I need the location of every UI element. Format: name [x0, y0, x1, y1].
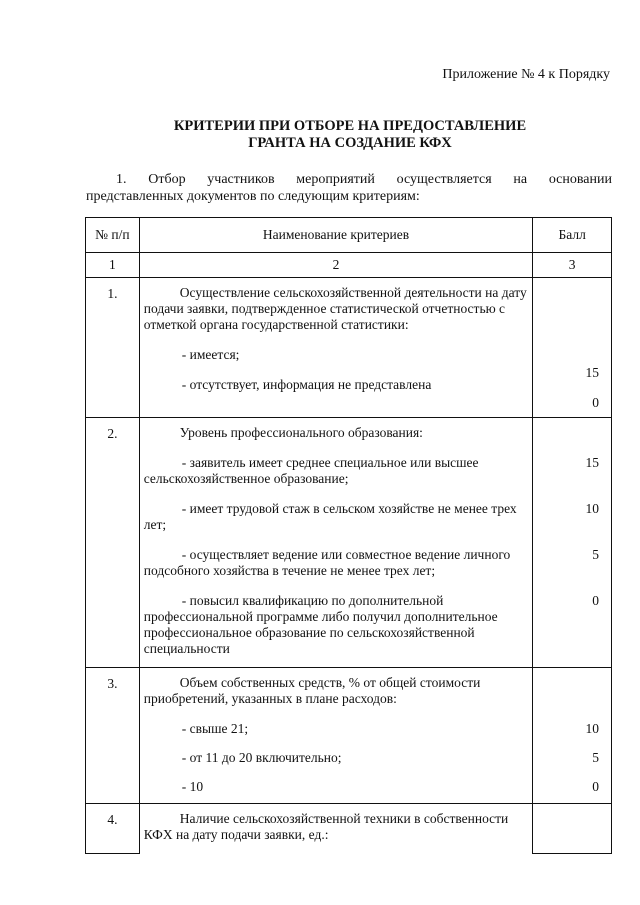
row-criteria	[139, 278, 533, 418]
header-number: № п/п	[86, 218, 140, 253]
row-number: 4.	[86, 804, 140, 854]
appendix-label: Приложение № 4 к Порядку	[442, 67, 610, 82]
intro-line-1: 1. Отбор участников мероприятий осуществляется на основании	[116, 172, 612, 187]
criteria-heading: Уровень профессионального образования:	[179, 425, 423, 440]
column-numbers-row	[86, 253, 612, 278]
table-header-row	[86, 218, 612, 253]
option-score: 15	[585, 365, 599, 380]
criteria-heading: Осуществление сельскохозяйственной деятельности на дату подачи заявки, подтвержденное статистической отчетностью с отметкой органа государственной статистики:	[143, 285, 527, 332]
column-number-1: 1	[86, 253, 140, 278]
criteria-option: - имеет трудовой стаж в сельском хозяйстве не менее трех лет;	[143, 501, 517, 532]
column-number-2: 2	[139, 253, 533, 278]
table-row	[86, 668, 612, 804]
row-scores	[533, 804, 612, 854]
row-number: 1.	[86, 278, 140, 418]
criteria-table	[85, 217, 612, 854]
criteria-option: - осуществляет ведение или совместное ведение личного подсобного хозяйства в течение не менее трех лет;	[143, 547, 511, 578]
row-criteria	[139, 804, 533, 854]
row-scores	[533, 418, 612, 668]
criteria-option: - свыше 21;	[181, 721, 249, 736]
intro-paragraph	[86, 171, 612, 205]
document-title	[0, 118, 640, 152]
option-score: 0	[592, 779, 599, 794]
criteria-option: - отсутствует, информация не представлена	[181, 377, 432, 392]
row-scores	[533, 668, 612, 804]
table-row	[86, 804, 612, 854]
criteria-heading: Объем собственных средств, % от общей стоимости приобретений, указанных в плане расходов:	[143, 675, 481, 706]
option-score: 0	[592, 395, 599, 410]
row-number: 2.	[86, 418, 140, 668]
row-number: 3.	[86, 668, 140, 804]
option-score: 15	[585, 455, 599, 470]
option-score: 10	[585, 721, 599, 736]
option-score: 5	[592, 750, 599, 765]
option-score: 10	[585, 501, 599, 516]
criteria-heading: Наличие сельскохозяйственной техники в собственности КФХ на дату подачи заявки, ед.:	[143, 811, 509, 842]
row-scores	[533, 278, 612, 418]
title-line-2: ГРАНТА НА СОЗДАНИЕ КФХ	[248, 135, 452, 151]
title-line-1: КРИТЕРИИ ПРИ ОТБОРЕ НА ПРЕДОСТАВЛЕНИЕ	[173, 118, 527, 134]
option-score: 5	[592, 547, 599, 562]
row-criteria	[139, 418, 533, 668]
header-score: Балл	[533, 218, 612, 253]
table-row	[86, 418, 612, 668]
intro-line-2: представленных документов по следующим критериям:	[86, 189, 420, 204]
table-row	[86, 278, 612, 418]
criteria-option: - заявитель имеет среднее специальное или высшее сельскохозяйственное образование;	[143, 455, 479, 486]
criteria-option: - имеется;	[181, 347, 240, 362]
criteria-option: - повысил квалификацию по дополнительной профессиональной программе либо получил дополнительное профессиональное образование по сельскохозяйственной специальности	[143, 593, 498, 656]
option-score: 0	[592, 593, 599, 608]
criteria-option: - от 11 до 20 включительно;	[181, 750, 342, 765]
criteria-option: - 10	[181, 779, 204, 794]
row-criteria	[139, 668, 533, 804]
column-number-3: 3	[533, 253, 612, 278]
header-criteria-name: Наименование критериев	[139, 218, 533, 253]
